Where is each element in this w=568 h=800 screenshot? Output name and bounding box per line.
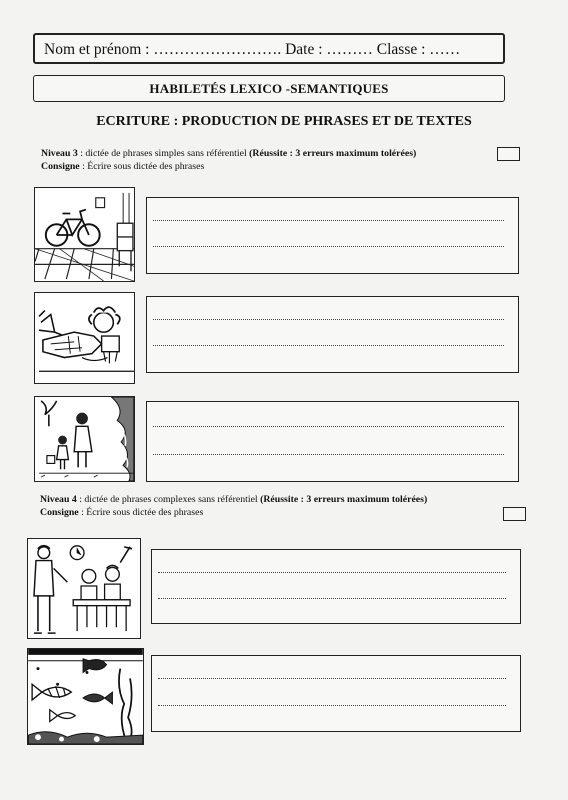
level-3-label: Niveau 3	[41, 148, 78, 159]
level-3-instruction	[41, 147, 416, 173]
answer-line	[153, 345, 504, 346]
aquarium-drawing	[28, 649, 143, 744]
title-box	[33, 75, 505, 102]
answer-line	[153, 246, 504, 247]
page-subtitle: ECRITURE : PRODUCTION DE PHRASES ET DE TEXTES	[96, 114, 472, 129]
level-3-text: : dictée de phrases simples sans référentiel	[77, 148, 250, 159]
level-3-criterion: (Réussite : 3 erreurs maximum tolérées)	[249, 148, 417, 159]
level-3-checkbox[interactable]	[497, 147, 520, 161]
answer-line	[153, 454, 504, 455]
name-date-class-line[interactable]: Nom et prénom : ……………………. Date : ……… Classe : ……	[44, 41, 461, 58]
level-4-consigne-label: Consigne	[40, 507, 79, 518]
beach-drawing	[35, 397, 134, 481]
girl-lying-reading-picture	[34, 292, 135, 384]
level-3-consigne-text: : Écrire sous dictée des phrases	[79, 161, 205, 172]
level-4-text: : dictée de phrases complexes sans référentiel	[76, 494, 261, 505]
answer-box-4[interactable]	[151, 549, 521, 624]
girl-lying-drawing	[35, 293, 134, 383]
level-4-label: Niveau 4	[40, 494, 77, 505]
level-4-criterion: (Réussite : 3 erreurs maximum tolérées)	[260, 494, 428, 505]
bicycle-room-picture	[34, 187, 135, 282]
answer-box-1[interactable]	[146, 197, 519, 274]
answer-line	[153, 426, 504, 427]
level-4-instruction	[40, 493, 427, 519]
answer-line	[158, 678, 506, 679]
answer-box-5[interactable]	[151, 655, 521, 732]
answer-line	[158, 598, 506, 599]
answer-line	[158, 572, 506, 573]
bicycle-room-drawing	[35, 188, 134, 281]
level-4-consigne-text: : Écrire sous dictée des phrases	[78, 507, 204, 518]
classroom-teacher-picture	[27, 538, 141, 639]
answer-line	[153, 319, 504, 320]
answer-box-2[interactable]	[146, 296, 519, 373]
beach-children-picture	[34, 396, 135, 482]
level-3-consigne-label: Consigne	[41, 161, 80, 172]
answer-line	[153, 220, 504, 221]
aquarium-fish-picture	[27, 648, 144, 745]
answer-line	[158, 705, 506, 706]
answer-box-3[interactable]	[146, 401, 519, 482]
header-box	[33, 33, 505, 64]
classroom-drawing	[28, 539, 140, 638]
level-4-checkbox[interactable]	[503, 507, 526, 521]
page-title: HABILETÉS LEXICO -SEMANTIQUES	[149, 81, 389, 96]
